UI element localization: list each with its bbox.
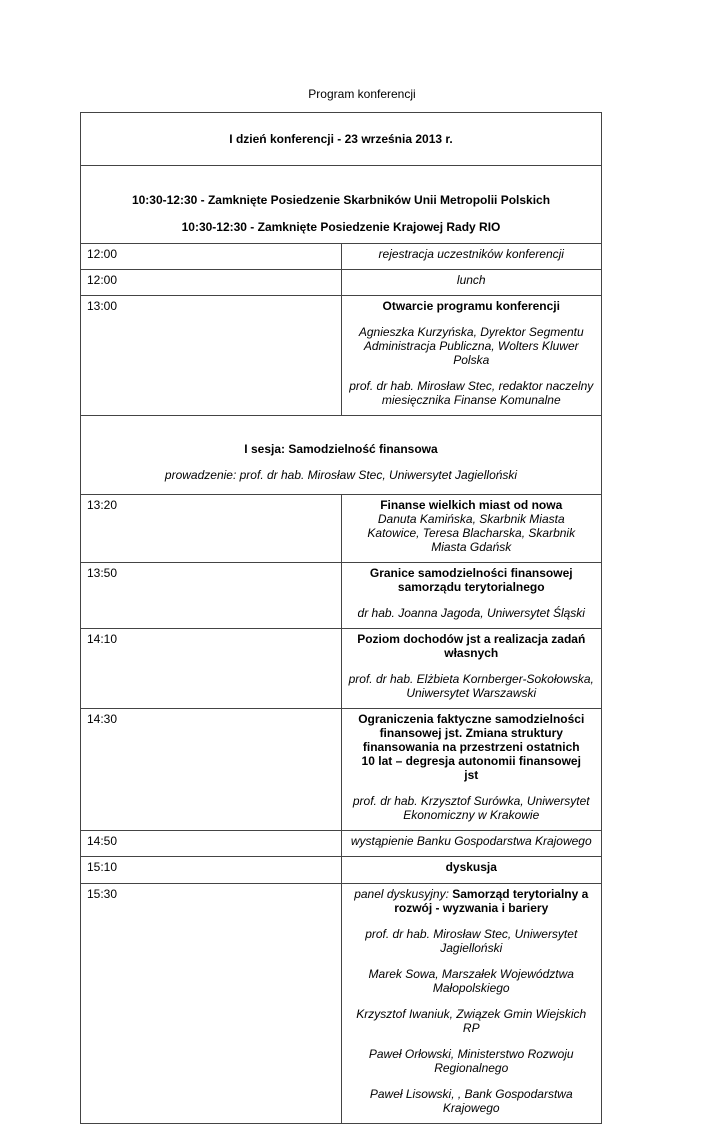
- table-row: [81, 296, 602, 416]
- talk-speakers: prof. dr hab. Elżbieta Kornberger-Sokołowska, Uniwersytet Warszawski: [348, 672, 594, 700]
- lunch-text: lunch: [456, 273, 486, 287]
- day-header-row: [81, 113, 602, 166]
- bank-text: wystąpienie Banku Gospodarstwa Krajowego: [350, 834, 592, 848]
- panelist: prof. dr hab. Mirosław Stec, Uniwersytet Jagielloński: [365, 927, 578, 955]
- talk-title: Granice samodzielności finansowej samorządu terytorialnego: [369, 566, 573, 594]
- panelist: Paweł Orłowski, Ministerstwo Rozwoju Regionalnego: [368, 1047, 574, 1075]
- panelist: Marek Sowa, Marszałek Województwa Małopolskiego: [368, 967, 574, 995]
- session-moderator: prowadzenie: prof. dr hab. Mirosław Stec, Uniwersytet Jagielloński: [164, 468, 518, 482]
- panelist: Paweł Lisowski, , Bank Gospodarstwa Krajowego: [369, 1087, 573, 1115]
- closed-session-2: 10:30-12:30 - Zamknięte Posiedzenie Krajowej Rady RIO: [181, 220, 501, 234]
- talk-title: Poziom dochodów jst a realizacja zadań własnych: [357, 632, 586, 660]
- program-table: [80, 112, 602, 1124]
- table-row: [81, 831, 602, 857]
- table-row: [81, 709, 602, 831]
- time-cell: 14:10: [81, 629, 342, 709]
- time-cell: 15:30: [81, 884, 342, 1124]
- table-row: [81, 857, 602, 884]
- table-row: [81, 270, 602, 296]
- session-title: I sesja: Samodzielność finansowa: [244, 442, 438, 456]
- table-row: [81, 495, 602, 563]
- opening-title: Otwarcie programu konferencji: [382, 299, 560, 313]
- opening-speaker-2: prof. dr hab. Mirosław Stec, redaktor naczelny miesięcznika Finanse Komunalne: [349, 379, 594, 407]
- closed-session-1: 10:30-12:30 - Zamknięte Posiedzenie Skarbników Unii Metropolii Polskich: [131, 193, 551, 207]
- opening-speaker-1: Agnieszka Kurzyńska, Dyrektor Segmentu Administracja Publiczna, Wolters Kluwer Polska: [358, 325, 584, 367]
- time-cell: 12:00: [81, 244, 342, 270]
- time-cell: 14:30: [81, 709, 342, 831]
- time-cell: 13:00: [81, 296, 342, 416]
- time-cell: 14:50: [81, 831, 342, 857]
- panel-prefix: panel dyskusyjny:: [354, 887, 453, 901]
- talk-speakers: prof. dr hab. Krzysztof Surówka, Uniwersytet Ekonomiczny w Krakowie: [352, 794, 590, 822]
- talk-title: Finanse wielkich miast od nowa: [380, 498, 563, 512]
- session-header-row: [81, 416, 602, 495]
- time-cell: 13:50: [81, 563, 342, 629]
- day-header: I dzień konferencji - 23 września 2013 r.: [229, 132, 453, 146]
- talk-speakers: Danuta Kamińska, Skarbnik Miasta Katowice, Teresa Blacharska, Skarbnik Miasta Gdańsk: [367, 512, 576, 554]
- table-row: [81, 563, 602, 629]
- talk-title: Ograniczenia faktyczne samodzielności finansowej jst. Zmiana struktury finansowania na przestrzeni ostatnich 10 lat – degresja autonomii finansowej jst: [358, 712, 585, 782]
- table-row: [81, 629, 602, 709]
- time-cell: 12:00: [81, 270, 342, 296]
- table-row: [81, 244, 602, 270]
- registration-text: rejestracja uczestników konferencji: [378, 247, 564, 261]
- panel-heading: [348, 887, 596, 915]
- panelist: Krzysztof Iwaniuk, Związek Gmin Wiejskich RP: [356, 1007, 587, 1035]
- page-title: Program konferencji: [308, 87, 416, 101]
- talk-speakers: dr hab. Joanna Jagoda, Uniwersytet Śląski: [357, 606, 585, 620]
- time-cell: 13:20: [81, 495, 342, 563]
- discussion-text: dyskusja: [445, 860, 497, 874]
- table-row: [81, 884, 602, 1124]
- panel-title: Samorząd terytorialny a rozwój - wyzwania i bariery: [394, 887, 589, 915]
- time-cell: 15:10: [81, 857, 342, 884]
- closed-sessions-row: [81, 166, 602, 244]
